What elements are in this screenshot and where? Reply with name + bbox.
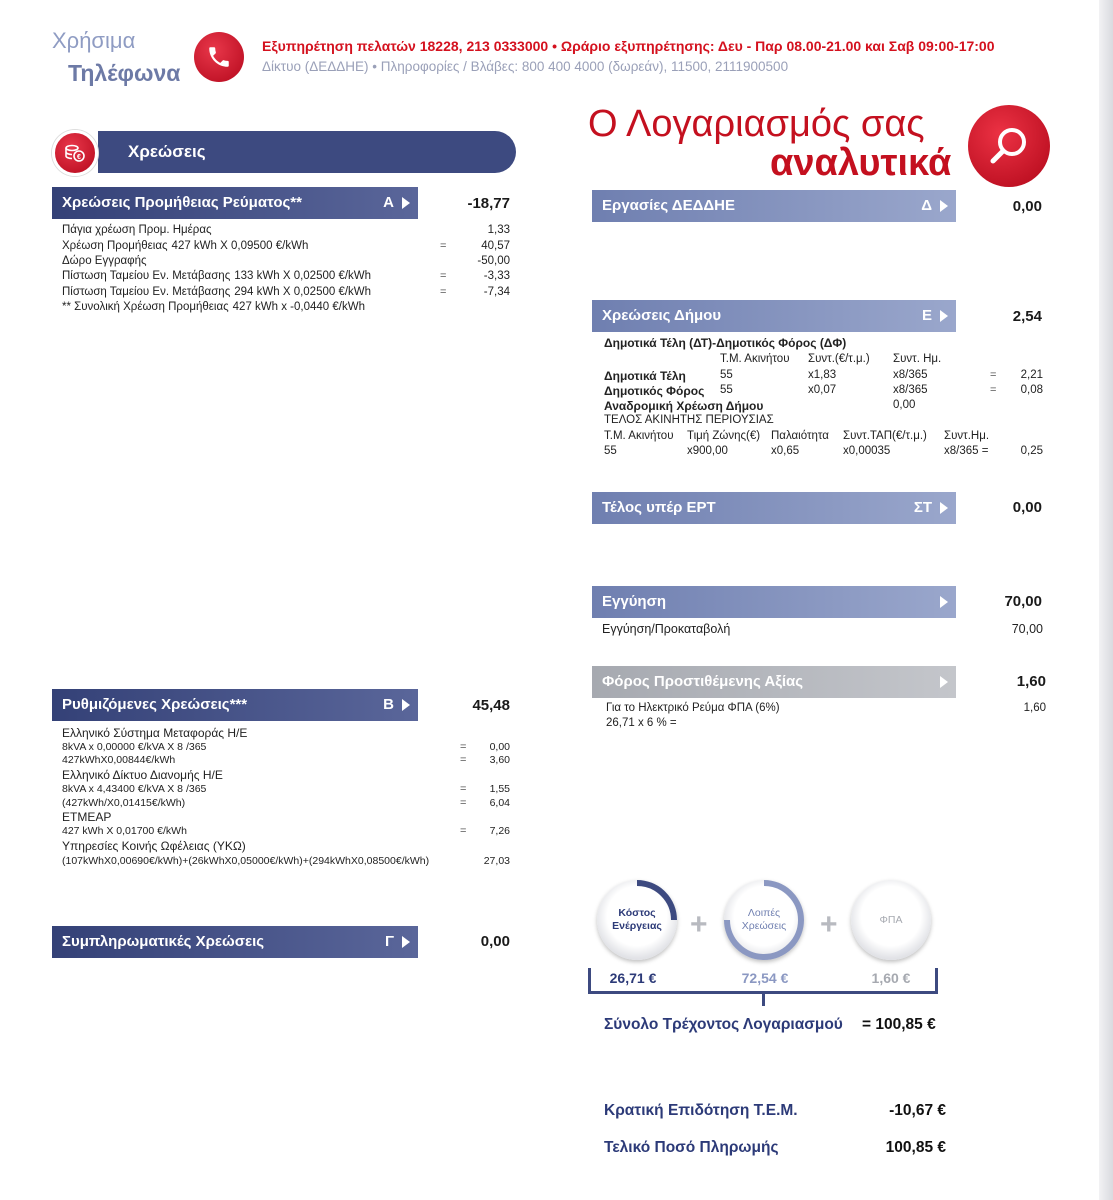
subsidy-label: Κρατική Επιδότηση Τ.Ε.Μ. [604,1102,798,1119]
municipal-charges-total: 2,54 [1012,308,1042,325]
tap-col-zone: Τιμή Ζώνης(€) [687,430,761,442]
expand-arrow-icon [940,200,948,212]
vat-line: Για το Ηλεκτρικό Ρεύμα ΦΠΑ (6%) [606,702,780,714]
section-letter-c: Γ [384,933,394,950]
equals-sign: = [460,741,467,753]
vat-calc: 26,71 x 6 % = [606,717,677,729]
energy-cost-circle [597,880,677,960]
equals-sign: = [460,797,467,809]
expand-arrow-icon [402,936,410,948]
magnifier-icon [968,105,1050,187]
tap-col-age: Παλαιότητα [771,430,829,442]
yko-row: (107kWhX0,00690€/kWh)+(26kWhX0,05000€/kWh)+(294kWhX0,08500€/kWh) [62,855,430,867]
retro-charge-label: Αναδρομική Χρέωση Δήμου [604,399,764,413]
guarantee-bar[interactable] [592,586,956,618]
expand-arrow-icon [940,310,948,322]
col-area: Τ.Μ. Ακινήτου [720,353,790,365]
guarantee-value: 70,00 [1011,622,1043,636]
current-bill-total-label: Σύνολο Τρέχοντος Λογαριασμού [604,1016,843,1033]
phone-icon [194,32,244,82]
plus-icon: + [690,908,708,941]
distribution-row-1: 8kVA x 4,43400 €/kVA X 8 /365 [62,783,207,795]
useful-phones-subtitle: Τηλέφωνα [68,60,181,86]
supply-line-value: -7,34 [483,286,510,298]
energy-cost-label: Κόστος Ενέργειας [612,907,662,932]
supply-line-label: ** Συνολική Χρέωση Προμήθειας [62,301,229,313]
supply-line-label: Δώρο Εγγραφής [62,255,147,267]
distribution-value-2: 6,04 [489,797,510,809]
bill-title-detailed: αναλυτικά [770,142,952,184]
distribution-value-1: 1,55 [489,783,510,795]
municipal-tax-area: 55 [720,384,733,396]
municipal-tax-days: x8/365 [893,384,928,396]
expand-arrow-icon [940,596,948,608]
supply-charges-title: Χρεώσεις Προμήθειας Ρεύματος** [62,194,302,211]
municipal-tax-label: Δημοτικός Φόρος [604,384,705,398]
municipal-tax-rate: x0,07 [808,384,837,396]
supply-line-label: Πάγια χρέωση Προμ. Ημέρας [62,224,212,236]
distribution-row-2: (427kWh/X0,01415€/kWh) [62,797,186,809]
transmission-heading: Ελληνικό Σύστημα Μεταφοράς Η/Ε [62,726,248,740]
final-amount-value: 100,85 € [885,1139,946,1156]
yko-value: 27,03 [483,855,510,867]
etmear-value: 7,26 [489,825,510,837]
equals-sign: = [460,754,467,766]
vat-bar[interactable] [592,666,956,698]
tap-val-age: x0,65 [771,445,800,457]
tap-val-zone: x900,00 [687,445,728,457]
vat-circle [851,880,931,960]
supply-line [62,286,371,298]
supply-line-detail: 427 kWh x -0,0440 €/kWh [232,301,365,313]
municipal-fees-rate: x1,83 [808,369,837,381]
section-letter-d: Δ [921,197,932,214]
transmission-row-1: 8kVA x 0,00000 €/kVA X 8 /365 [62,741,207,753]
supplementary-charges-title: Συμπληρωματικές Χρεώσεις [62,933,265,950]
vat-line-value: 1,60 [1023,702,1046,714]
supplementary-charges-bar[interactable] [52,926,418,958]
useful-phones-title: Χρήσιμα [52,28,136,53]
energy-cost-value: 26,71 € [609,970,657,986]
equals-sign: = [440,286,447,298]
tap-col-area: Τ.Μ. Ακινήτου [604,430,674,442]
regulated-charges-total: 45,48 [472,697,510,714]
supply-line [62,301,365,313]
supply-line-label: Χρέωση Προμήθειας [62,240,168,252]
guarantee-line: Εγγύηση/Προκαταβολή [602,622,731,636]
section-letter-st: ΣΤ [913,499,932,516]
equals-sign: = [460,783,467,795]
retro-charge-value: 0,00 [893,399,916,411]
supply-charges-bar[interactable] [52,187,418,219]
supply-charges-total: -18,77 [467,195,510,212]
current-bill-total-value: = 100,85 € [862,1016,936,1033]
col-days: Συντ. Ημ. [893,353,942,365]
vat-circle-label: ΦΠΑ [879,913,903,926]
supply-line [62,240,308,252]
ert-fee-bar[interactable] [592,492,956,524]
supplementary-charges-total: 0,00 [480,933,510,950]
supply-line-label: Πίστωση Ταμείου Εν. Μετάβασης [62,270,231,282]
tap-col-rate: Συντ.ΤΑΠ(€/τ.μ.) [843,430,927,442]
tap-val-area: 55 [604,445,617,457]
transmission-value-2: 3,60 [489,754,510,766]
tap-val-days: x8/365 = [944,445,989,457]
expand-arrow-icon [402,197,410,209]
section-letter-a: Α [383,194,394,211]
municipal-fees-label: Δημοτικά Τέλη [604,369,686,383]
etmear-row: 427 kWh X 0,01700 €/kWh [62,825,187,837]
section-letter-e: Ε [921,307,932,324]
supply-line-value: 40,57 [481,240,510,252]
supply-line-value: -50,00 [477,255,510,267]
equals-sign: = [460,825,467,837]
final-amount-label: Τελικό Ποσό Πληρωμής [604,1139,779,1156]
supply-line-detail: 294 kWh X 0,02500 €/kWh [234,286,372,298]
ert-fee-title: Τέλος υπέρ ΕΡΤ [602,499,716,516]
customer-service-line: Εξυπηρέτηση πελατών 18228, 213 0333000 • Ωράριο εξυπηρέτησης: Δευ - Παρ 08.00-21.00 και Σαβ 09:00-17:00 [262,38,995,54]
municipal-charges-title: Χρεώσεις Δήμου [602,307,722,324]
deddie-works-bar[interactable] [592,190,956,222]
charges-header: Χρεώσεις [98,131,516,173]
equals-sign: = [440,270,447,282]
municipal-fees-days: x8/365 [893,369,928,381]
municipal-fees-value: 2,21 [1020,369,1043,381]
regulated-charges-bar[interactable] [52,689,418,721]
municipal-subtitle: Δημοτικά Τέλη (ΔΤ)-Δημοτικός Φόρος (ΔΦ) [604,336,847,350]
col-rate: Συντ.(€/τ.μ.) [808,353,870,365]
tap-total: 0,25 [1020,445,1043,457]
municipal-tax-value: 0,08 [1020,384,1043,396]
municipal-fees-area: 55 [720,369,733,381]
guarantee-total: 70,00 [1004,593,1042,610]
vat-value: 1,60 € [871,970,911,986]
supply-line-detail: 133 kWh X 0,02500 €/kWh [234,270,372,282]
other-charges-value: 72,54 € [741,970,789,986]
coins-euro-icon [52,130,98,176]
supply-line [62,270,371,282]
vat-title: Φόρος Προστιθέμενης Αξίας [602,673,804,690]
bill-title: Ο Λογαριασμός σας [588,103,925,145]
sum-bracket-tick [762,992,765,1006]
ert-fee-total: 0,00 [1012,499,1042,516]
transmission-row-2: 427kWhX0,00844€/kWh [62,754,176,766]
other-charges-label: Λοιπές Χρεώσεις [741,907,787,932]
supply-line-value: -3,33 [483,270,510,282]
plus-icon: + [820,908,838,941]
property-tax-heading: ΤΕΛΟΣ ΑΚΙΝΗΤΗΣ ΠΕΡΙΟΥΣΙΑΣ [604,414,774,426]
etmear-heading: ΕΤΜΕΑΡ [62,810,112,824]
section-letter-b: Β [383,696,394,713]
other-charges-circle [724,880,804,960]
tap-col-days: Συντ.Ημ. [944,430,990,442]
regulated-charges-title: Ρυθμιζόμενες Χρεώσεις*** [62,696,248,713]
transmission-value-1: 0,00 [489,741,510,753]
subsidy-value: -10,67 € [889,1102,946,1119]
expand-arrow-icon [940,676,948,688]
page-edge [1099,0,1113,1200]
supply-line-detail: 427 kWh X 0,09500 €/kWh [171,240,309,252]
expand-arrow-icon [402,699,410,711]
equals-sign: = [440,240,447,252]
deddie-works-title: Εργασίες ΔΕΔΔΗΕ [602,197,735,214]
supply-line-value: 1,33 [487,224,510,236]
yko-heading: Υπηρεσίες Κοινής Ωφέλειας (ΥΚΩ) [62,839,246,853]
network-info-line: Δίκτυο (ΔΕΔΔΗΕ) • Πληροφορίες / Βλάβες: 800 400 4000 (δωρεάν), 11500, 2111900500 [262,59,789,74]
municipal-charges-bar[interactable] [592,300,956,332]
svg-text:€: € [77,154,81,161]
equals-sign: = [990,369,997,381]
tap-val-rate: x0,00035 [843,445,891,457]
equals-sign: = [990,384,997,396]
distribution-heading: Ελληνικό Δίκτυο Διανομής Η/Ε [62,768,223,782]
vat-total: 1,60 [1016,673,1046,690]
supply-line-label: Πίστωση Ταμείου Εν. Μετάβασης [62,286,231,298]
guarantee-title: Εγγύηση [602,593,667,610]
expand-arrow-icon [940,502,948,514]
deddie-works-total: 0,00 [1012,198,1042,215]
